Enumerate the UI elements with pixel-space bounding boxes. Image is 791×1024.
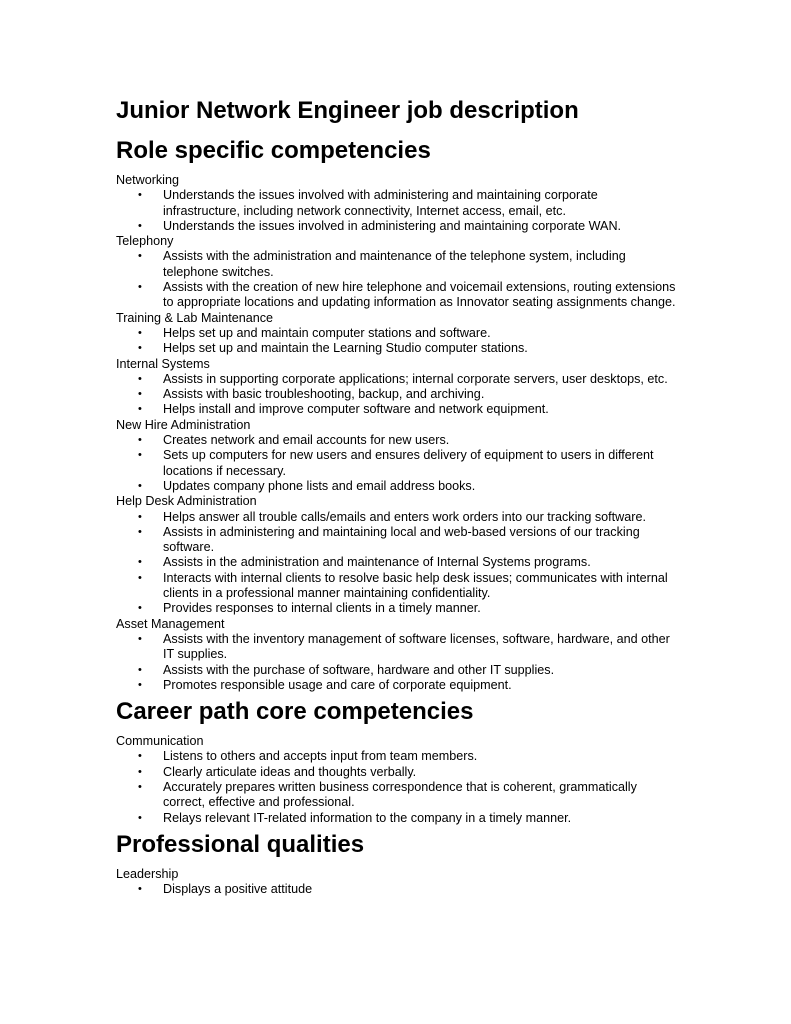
bullet-icon: • — [138, 602, 142, 615]
list-item — [116, 601, 676, 616]
list-item — [116, 219, 676, 234]
bullet-icon: • — [138, 250, 142, 263]
bullet-icon: • — [138, 678, 142, 691]
bullet-icon: • — [138, 189, 142, 202]
list-item — [116, 882, 676, 897]
category-heading: Training & Lab Maintenance — [116, 310, 274, 325]
bullet-icon: • — [138, 510, 142, 523]
list-item — [116, 811, 676, 826]
bullet-icon: • — [138, 780, 142, 793]
list-item-text: Assists in the administration and maintenance of Internal Systems programs. — [163, 555, 591, 570]
bullet-list — [116, 882, 676, 897]
list-item — [116, 632, 676, 663]
list-item — [116, 280, 676, 311]
list-item — [116, 188, 676, 219]
category-heading: Asset Management — [116, 616, 225, 631]
list-item-text: Helps answer all trouble calls/emails and enters work orders into our tracking software. — [163, 509, 646, 524]
list-item-text: Assists with the purchase of software, hardware and other IT supplies. — [163, 662, 555, 677]
document-title: Junior Network Engineer job description — [116, 97, 579, 124]
list-item-text: Understands the issues involved in administering and maintaining corporate WAN. — [163, 218, 622, 233]
category-heading: Help Desk Administration — [116, 494, 257, 509]
sections-container — [116, 136, 676, 897]
bullet-icon: • — [138, 342, 142, 355]
section-title: Role specific competencies — [116, 137, 431, 164]
list-item — [116, 765, 676, 780]
list-item — [116, 678, 676, 693]
bullet-icon: • — [138, 281, 142, 294]
list-item — [116, 249, 676, 280]
list-item-text: Relays relevant IT-related information to the company in a timely manner. — [163, 810, 572, 825]
bullet-icon: • — [138, 388, 142, 401]
bullet-icon: • — [138, 811, 142, 824]
bullet-list — [116, 249, 676, 310]
list-item — [116, 372, 676, 387]
bullet-icon: • — [138, 765, 142, 778]
bullet-icon: • — [138, 556, 142, 569]
bullet-icon: • — [138, 750, 142, 763]
list-item-text: Assists in supporting corporate applications; internal corporate servers, user desktops, etc. — [163, 371, 668, 386]
list-item-text: Clearly articulate ideas and thoughts verbally. — [163, 764, 417, 779]
list-item-text: Interacts with internal clients to resolve basic help desk issues; communicates with internal clients in a professional manner maintaining confidentiality. — [163, 570, 668, 601]
list-item — [116, 326, 676, 341]
bullet-icon: • — [138, 434, 142, 447]
list-item-text: Accurately prepares written business correspondence that is coherent, grammatically correct, effective and professional. — [163, 779, 637, 810]
bullet-list — [116, 433, 676, 494]
bullet-list — [116, 749, 676, 825]
list-item-text: Assists with the inventory management of software licenses, software, hardware, and other IT supplies. — [163, 631, 670, 662]
list-item-text: Updates company phone lists and email address books. — [163, 478, 476, 493]
list-item — [116, 525, 676, 556]
list-item — [116, 433, 676, 448]
list-item-text: Understands the issues involved with administering and maintaining corporate infrastructure, including network connectivity, Internet access, email, etc. — [163, 188, 598, 218]
list-item — [116, 387, 676, 402]
bullet-icon: • — [138, 525, 142, 538]
bullet-icon: • — [138, 479, 142, 492]
bullet-list — [116, 632, 676, 693]
list-item — [116, 341, 676, 356]
list-item-text: Assists with the administration and maintenance of the telephone system, including telephone switches. — [163, 249, 626, 279]
list-item-text: Assists with the creation of new hire telephone and voicemail extensions, routing extensions to appropriate locations and updating information as Innovator seating assignments change. — [163, 280, 676, 310]
list-item-text: Sets up computers for new users and ensures delivery of equipment to users in different locations if necessary. — [163, 448, 654, 478]
bullet-icon: • — [138, 403, 142, 416]
bullet-list — [116, 372, 676, 418]
bullet-icon: • — [138, 632, 142, 645]
list-item-text: Creates network and email accounts for new users. — [163, 433, 450, 448]
list-item — [116, 571, 676, 602]
bullet-list — [116, 188, 676, 234]
list-item — [116, 780, 676, 811]
category-heading: Internal Systems — [116, 356, 210, 371]
category-heading: Telephony — [116, 234, 174, 249]
bullet-icon: • — [138, 883, 142, 896]
bullet-icon: • — [138, 663, 142, 676]
bullet-icon: • — [138, 372, 142, 385]
list-item-text: Promotes responsible usage and care of corporate equipment. — [163, 677, 512, 692]
list-item-text: Listens to others and accepts input from team members. — [163, 749, 478, 764]
category-heading: Communication — [116, 734, 204, 749]
category-heading: Leadership — [116, 866, 179, 881]
list-item — [116, 663, 676, 678]
list-item — [116, 448, 676, 479]
document-page — [116, 96, 676, 897]
section-title: Professional qualities — [116, 830, 365, 858]
list-item — [116, 479, 676, 494]
category-heading: New Hire Administration — [116, 417, 251, 432]
bullet-icon: • — [138, 326, 142, 339]
bullet-list — [116, 326, 676, 357]
list-item-text: Assists with basic troubleshooting, backup, and archiving. — [163, 387, 485, 402]
list-item-text: Helps set up and maintain the Learning Studio computer stations. — [163, 341, 528, 356]
bullet-list — [116, 510, 676, 617]
category-heading: Networking — [116, 173, 179, 187]
bullet-icon: • — [138, 219, 142, 232]
list-item-text: Helps install and improve computer software and network equipment. — [163, 402, 549, 417]
list-item — [116, 749, 676, 764]
list-item — [116, 510, 676, 525]
list-item-text: Helps set up and maintain computer stations and software. — [163, 325, 491, 340]
list-item — [116, 555, 676, 570]
list-item-text: Displays a positive attitude — [163, 882, 313, 897]
bullet-icon: • — [138, 571, 142, 584]
list-item-text: Provides responses to internal clients in a timely manner. — [163, 601, 481, 616]
section-title: Career path core competencies — [116, 698, 474, 726]
list-item — [116, 402, 676, 417]
bullet-icon: • — [138, 449, 142, 462]
list-item-text: Assists in administering and maintaining local and web-based versions of our tracking software. — [163, 524, 640, 555]
